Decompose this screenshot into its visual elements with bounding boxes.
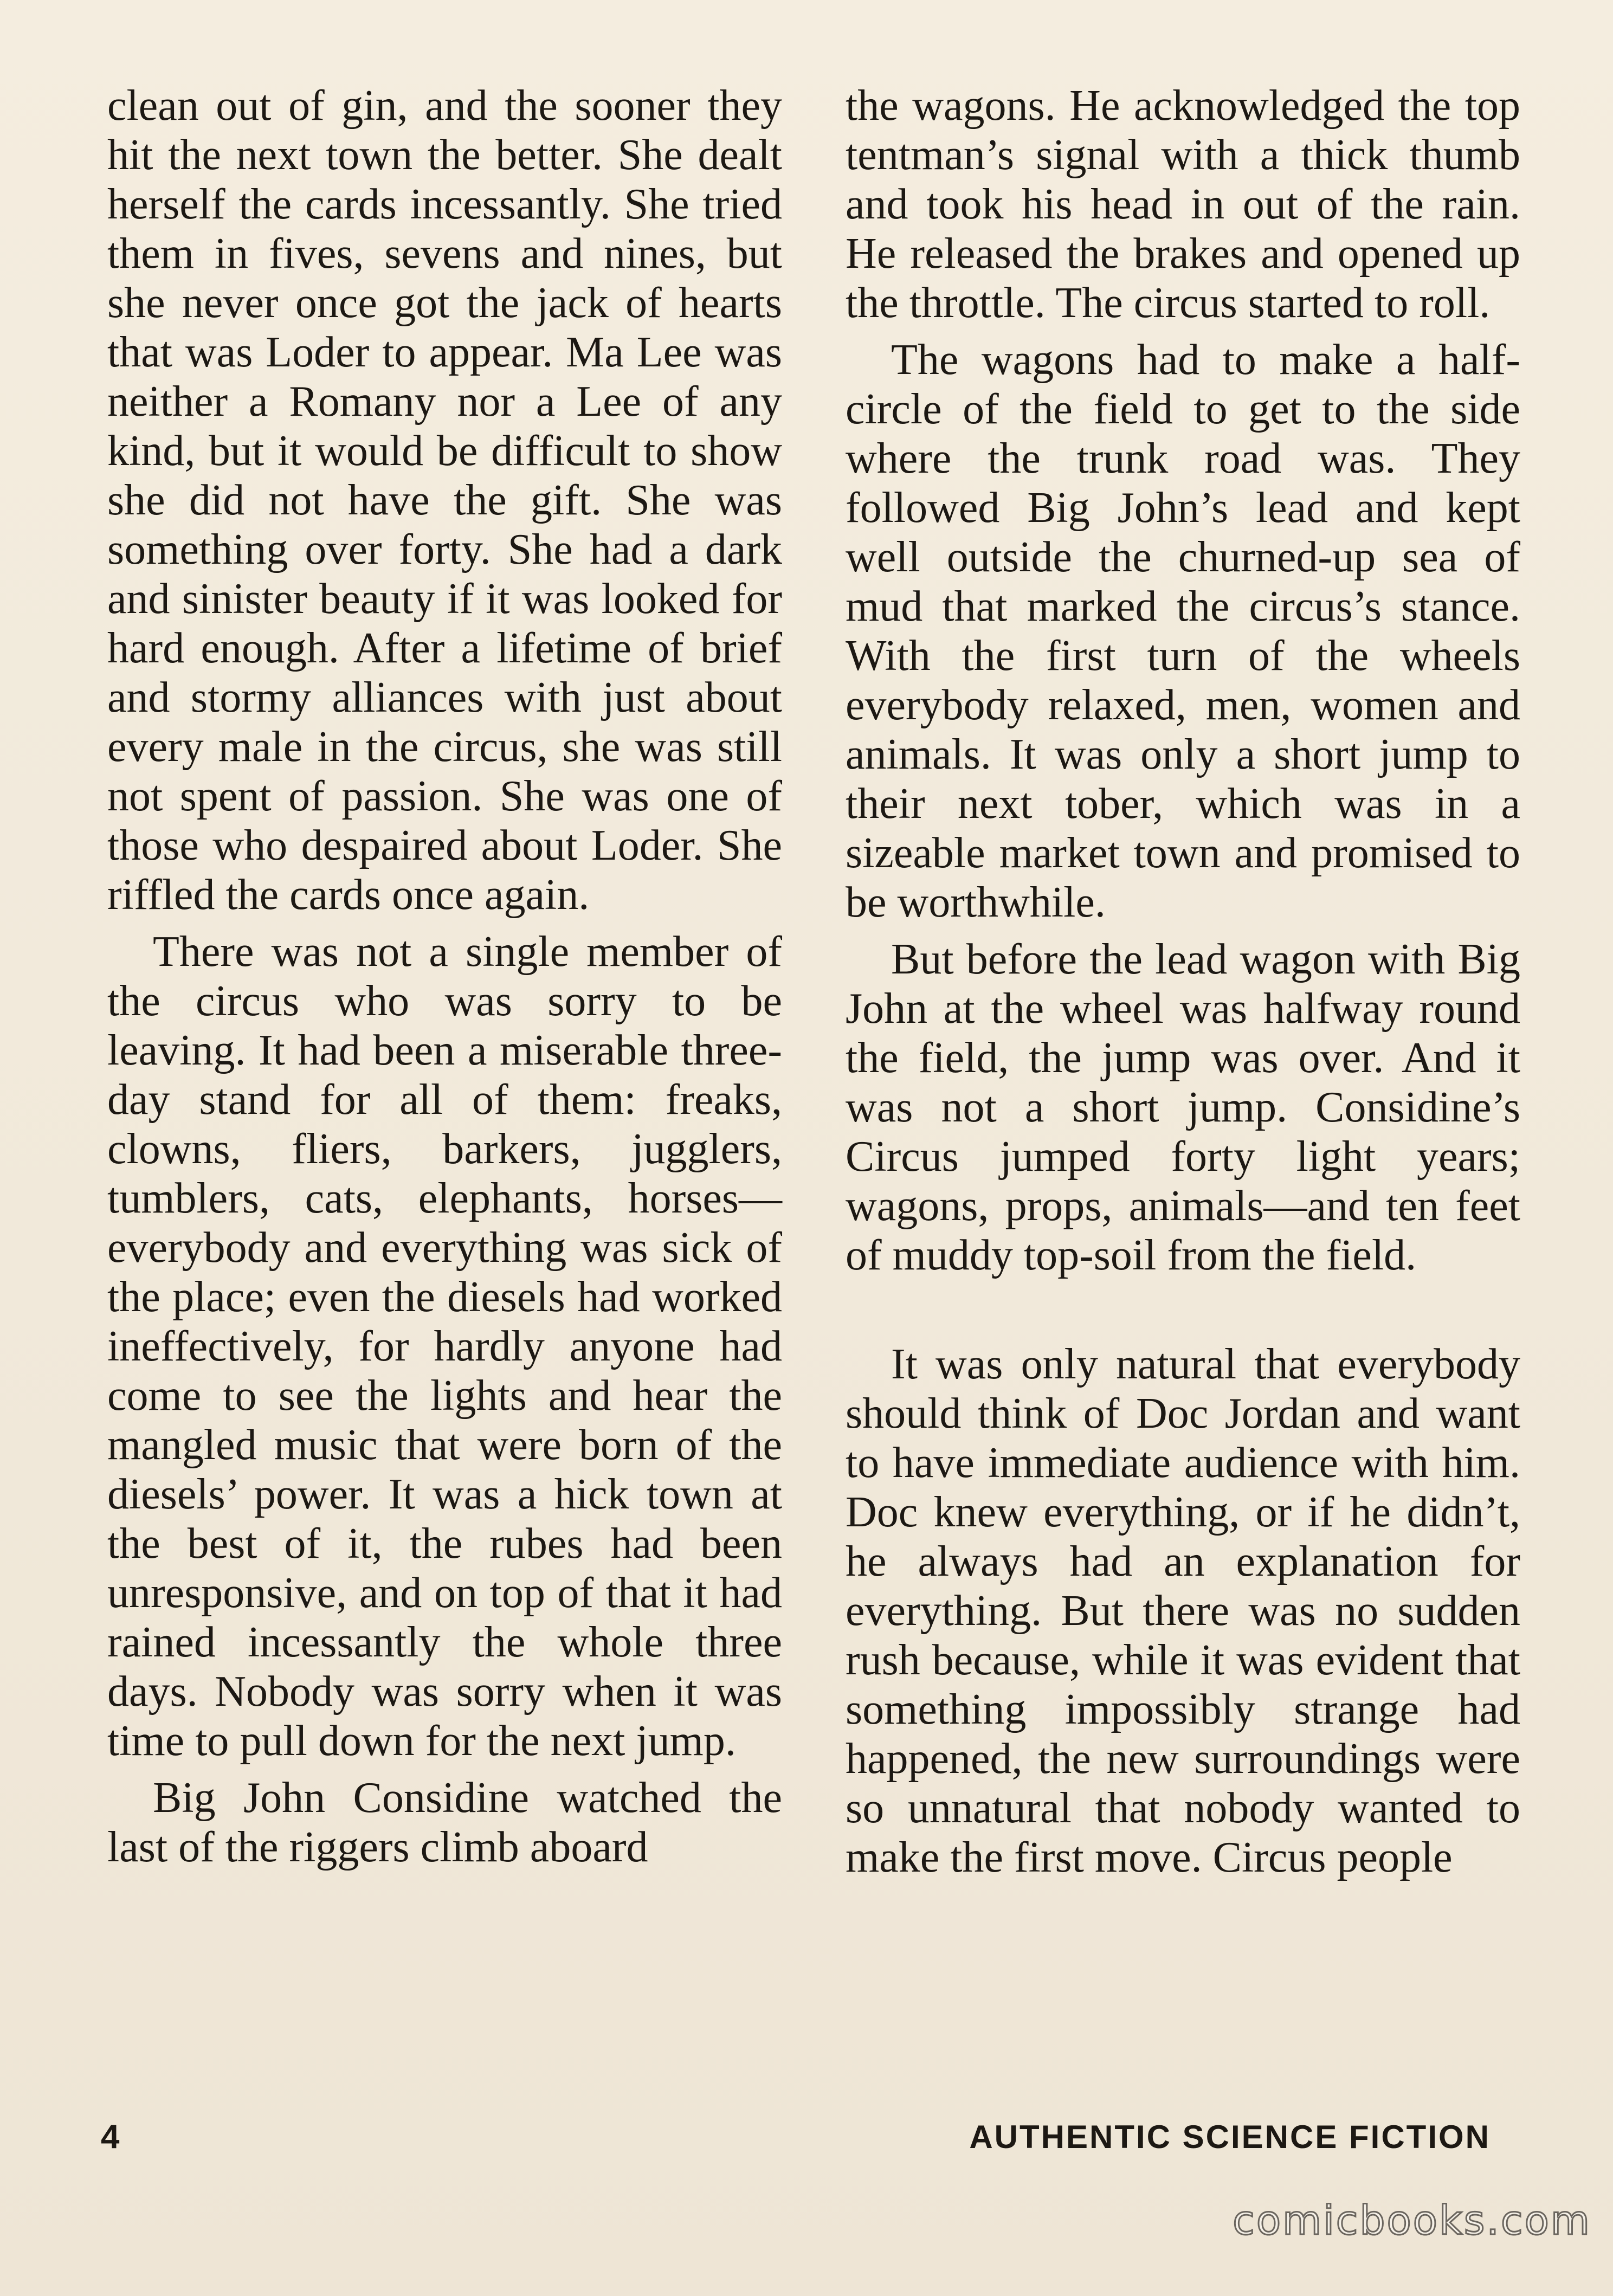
paragraph: There was not a single member of the circus who was sorry to be leaving. It had been a miserable three-day stand for all of them: freaks, clowns, fliers, barkers, jugglers, tumblers, cats, elephants, horses—everybody and everything was sick of the place; even the diesels had worked ineffectively, for hardly anyone had come to see the lights and hear the mangled music that were born of the diesels’ power. It was a hick town at the best of it, the rubes had been unresponsive, and on top of that it had rained incessantly the whole three days. Nobody was sorry when it was time to pull down for the next jump. [107,928,782,1765]
paragraph: It was only natural that everybody should think of Doc Jordan and want to have immediate audience with him. Doc knew everything, or if he didn’t, he always had an explanation for everything. But there was no sudden rush because, while it was evident that something impossibly strange had happened, the new surroundings were so unnatural that nobody wanted to make the first move. Circus people [846,1340,1520,1881]
magazine-title: AUTHENTIC SCIENCE FICTION [969,2119,1491,2155]
paragraph: the wagons. He acknowledged the top tentman’s signal with a thick thumb and took his head in out of the rain. He released the brakes and opened up the throttle. The circus started to roll. [846,82,1520,327]
paragraph: clean out of gin, and the sooner they hit the next town the better. She dealt herself the cards incessantly. She tried them in fives, sevens and nines, but she never once got the jack of hearts that was Loder to appear. Ma Lee was neither a Romany nor a Lee of any kind, but it would be difficult to show she did not have the gift. She was something over forty. She had a dark and sinister beauty if it was looked for hard enough. After a lifetime of brief and stormy alliances with just about every male in the circus, she was still not spent of passion. She was one of those who despaired about Loder. She riffled the cards once again. [107,82,782,919]
site-watermark: comicbooks.com [1233,2197,1591,2244]
section-break [846,1288,1520,1340]
right-column [846,81,1520,1890]
paragraph: But before the lead wagon with Big John at the wheel was halfway round the field, the jump was over. And it was not a short jump. Considine’s Circus jumped forty light years; wagons, props, animals—and ten feet of muddy top-soil from the field. [846,936,1520,1279]
page-number: 4 [101,2118,120,2156]
left-column [107,81,782,1880]
paragraph: Big John Considine watched the last of the riggers climb aboard [107,1774,782,1871]
paragraph: The wagons had to make a half-circle of the field to get to the side where the trunk road was. They followed Big John’s lead and kept well outside the churned-up sea of mud that marked the circus’s stance. With the first turn of the wheels everybody relaxed, men, women and animals. It was only a short jump to their next tober, which was in a sizeable market town and promised to be worthwhile. [846,336,1520,926]
